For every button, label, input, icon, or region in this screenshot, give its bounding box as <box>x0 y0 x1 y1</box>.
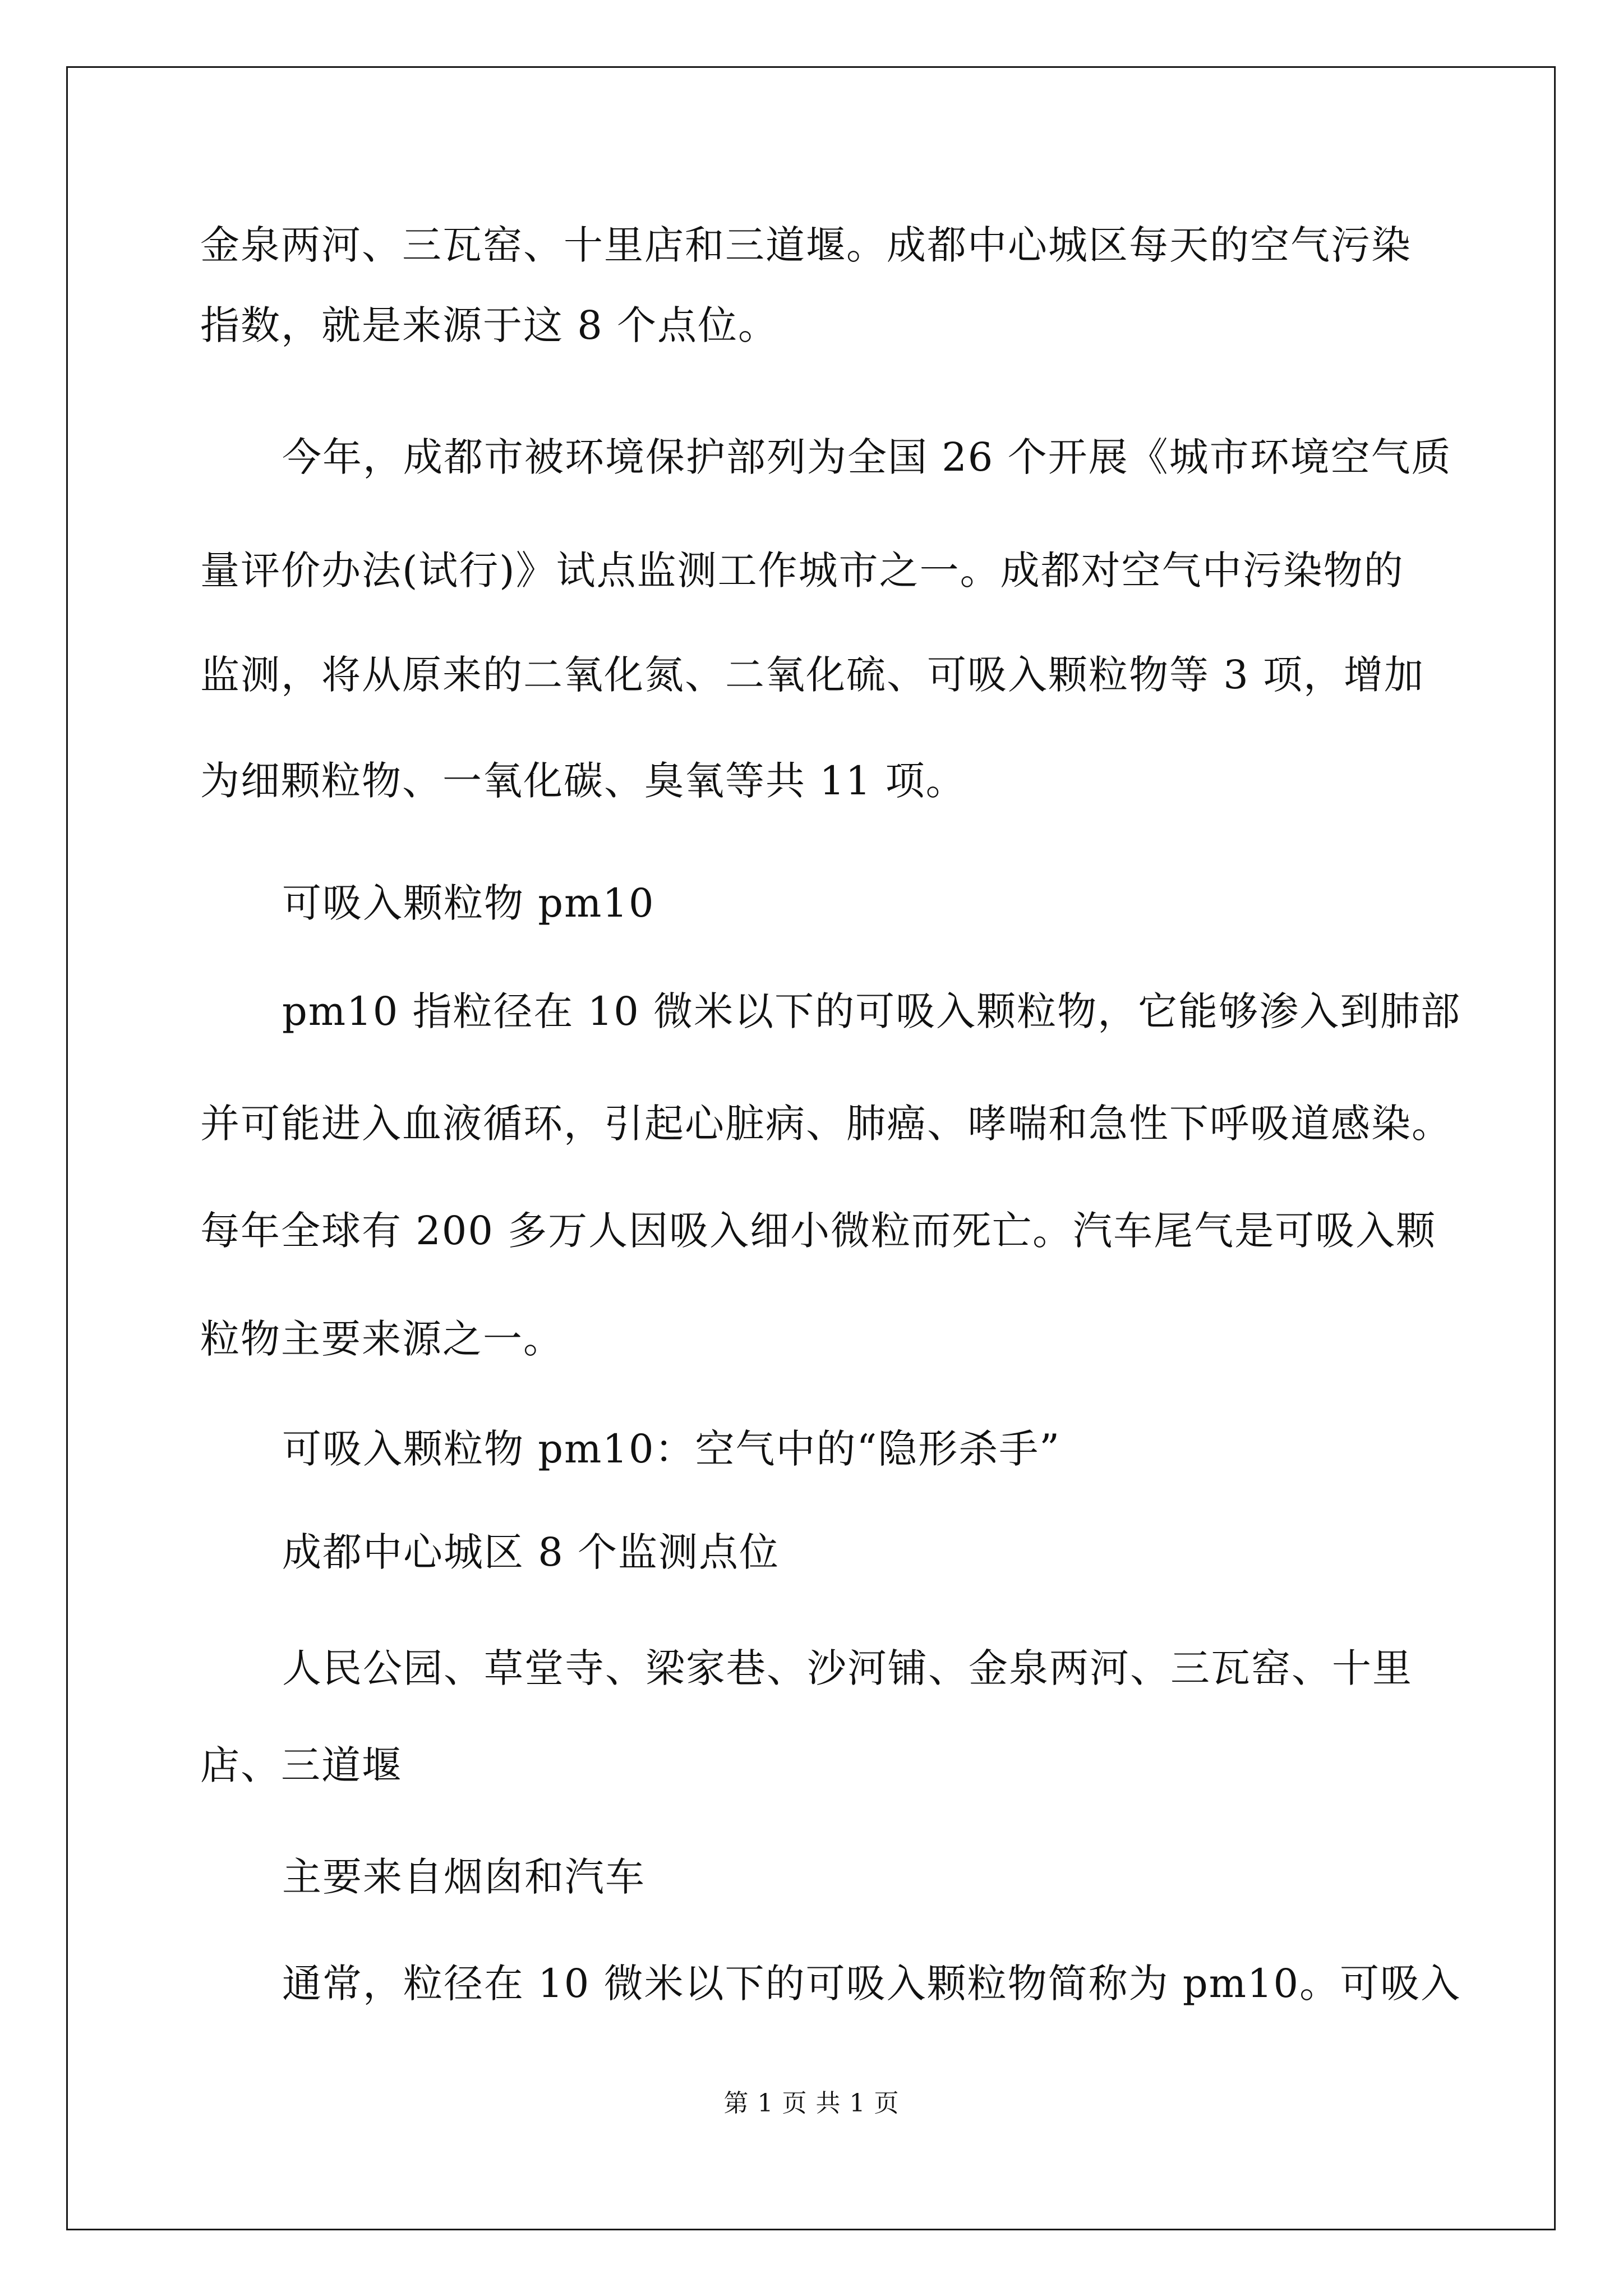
text-line: 人民公园、草堂寺、梁家巷、沙河铺、金泉两河、三瓦窑、十里 <box>282 1645 1413 1691</box>
text-line: 通常，粒径在 10 微米以下的可吸入颗粒物简称为 pm10。可吸入 <box>282 1961 1461 2007</box>
text-line: 粒物主要来源之一。 <box>200 1316 564 1362</box>
text-line: 每年全球有 200 多万人因吸入细小微粒而死亡。汽车尾气是可吸入颗 <box>200 1208 1437 1254</box>
text-line: 可吸入颗粒物 pm10：空气中的“隐形杀手” <box>282 1426 1061 1472</box>
text-line: 金泉两河、三瓦窑、十里店和三道堰。成都中心城区每天的空气污染 <box>200 222 1412 268</box>
text-line: 为细颗粒物、一氧化碳、臭氧等共 11 项。 <box>200 758 966 804</box>
page-number-footer: 第 1 页 共 1 页 <box>723 2089 900 2118</box>
text-line: 量评价办法(试行)》试点监测工作城市之一。成都对空气中污染物的 <box>200 547 1404 593</box>
text-line: 主要来自烟囱和汽车 <box>282 1854 645 1900</box>
text-line: 今年，成都市被环境保护部列为全国 26 个开展《城市环境空气质 <box>282 434 1452 480</box>
page-border <box>66 66 1556 2230</box>
text-line: 可吸入颗粒物 pm10 <box>282 880 655 926</box>
text-line: 指数，就是来源于这 8 个点位。 <box>200 302 779 348</box>
text-line: 店、三道堰 <box>200 1742 402 1788</box>
text-line: 并可能进入血液循环，引起心脏病、肺癌、哮喘和急性下呼吸道感染。 <box>200 1101 1452 1147</box>
text-line: 监测，将从原来的二氧化氮、二氧化硫、可吸入颗粒物等 3 项，增加 <box>200 652 1425 698</box>
text-line: 成都中心城区 8 个监测点位 <box>282 1529 780 1575</box>
text-line: pm10 指粒径在 10 微米以下的可吸入颗粒物，它能够渗入到肺部 <box>282 988 1461 1034</box>
